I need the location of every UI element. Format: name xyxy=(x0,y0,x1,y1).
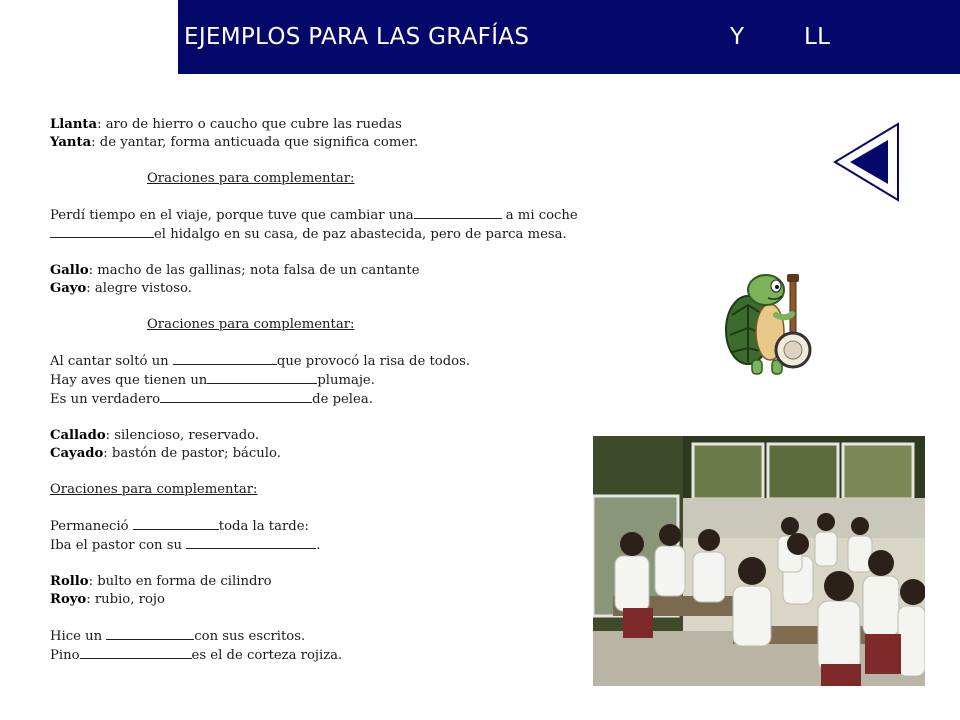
definition: : de yantar, forma anticuada que significa comer. xyxy=(91,135,419,150)
title-letter-ll: LL xyxy=(804,24,831,50)
definition-line xyxy=(50,427,590,445)
blank-field[interactable] xyxy=(414,206,502,219)
term: Royo xyxy=(50,592,87,607)
blank-field[interactable] xyxy=(173,352,277,365)
sentence: Es un verdadero de pelea. xyxy=(50,392,373,407)
section-subtitle: Oraciones para complementar: xyxy=(147,171,355,186)
term: Gayo xyxy=(50,281,87,296)
term: Gallo xyxy=(50,263,89,278)
definition-line xyxy=(50,280,590,298)
definition: : bastón de pastor; báculo. xyxy=(103,446,281,461)
blank-field[interactable] xyxy=(133,517,219,530)
definition-line xyxy=(50,591,590,609)
definition: : silencioso, reservado. xyxy=(105,428,260,443)
page-title xyxy=(184,24,831,50)
term: Yanta xyxy=(50,135,92,150)
back-triangle-icon xyxy=(832,122,902,202)
classroom-students-photo xyxy=(593,436,925,686)
definition: : aro de hierro o caucho que cubre las ruedas xyxy=(97,117,402,132)
term: Callado xyxy=(50,428,106,443)
turtle-banjo-icon xyxy=(718,270,828,380)
definition-line xyxy=(50,262,590,280)
definition-line xyxy=(50,116,590,134)
sentence: Hice un con sus escritos. xyxy=(50,629,306,644)
section-subtitle: Oraciones para complementar: xyxy=(147,317,355,332)
sentence: Pino es el de corteza rojiza. xyxy=(50,648,343,663)
term: Cayado xyxy=(50,446,104,461)
definition: : bulto en forma de cilindro xyxy=(88,574,272,589)
blank-field[interactable] xyxy=(186,536,316,549)
blank-field[interactable] xyxy=(207,371,317,384)
blank-field[interactable] xyxy=(80,646,192,659)
blank-field[interactable] xyxy=(106,627,194,640)
term: Rollo xyxy=(50,574,89,589)
title-letter-y: Y xyxy=(730,24,745,50)
definition-line xyxy=(50,134,590,152)
sentence: el hidalgo en su casa, de paz abastecida, pero de parca mesa. xyxy=(50,225,590,244)
sentence: Iba el pastor con su . xyxy=(50,538,321,553)
blank-field[interactable] xyxy=(50,225,154,238)
sentence: Perdí tiempo en el viaje, porque tuve que cambiar una a mi coche xyxy=(50,208,578,223)
blank-field[interactable] xyxy=(160,390,312,403)
sentence: Hay aves que tienen un plumaje. xyxy=(50,373,375,388)
definition-line xyxy=(50,573,590,591)
back-button[interactable] xyxy=(832,122,902,202)
exercise-content xyxy=(50,116,590,665)
sentence: Permaneció toda la tarde: xyxy=(50,519,309,534)
definition: : macho de las gallinas; nota falsa de un cantante xyxy=(88,263,420,278)
sentence: Al cantar soltó un que provocó la risa de todos. xyxy=(50,354,471,369)
definition: : alegre vistoso. xyxy=(86,281,192,296)
definition-line xyxy=(50,445,590,463)
section-subtitle: Oraciones para complementar: xyxy=(50,482,258,497)
term: Llanta xyxy=(50,117,98,132)
title-text: EJEMPLOS PARA LAS GRAFÍAS xyxy=(184,24,530,50)
definition: : rubio, rojo xyxy=(86,592,165,607)
